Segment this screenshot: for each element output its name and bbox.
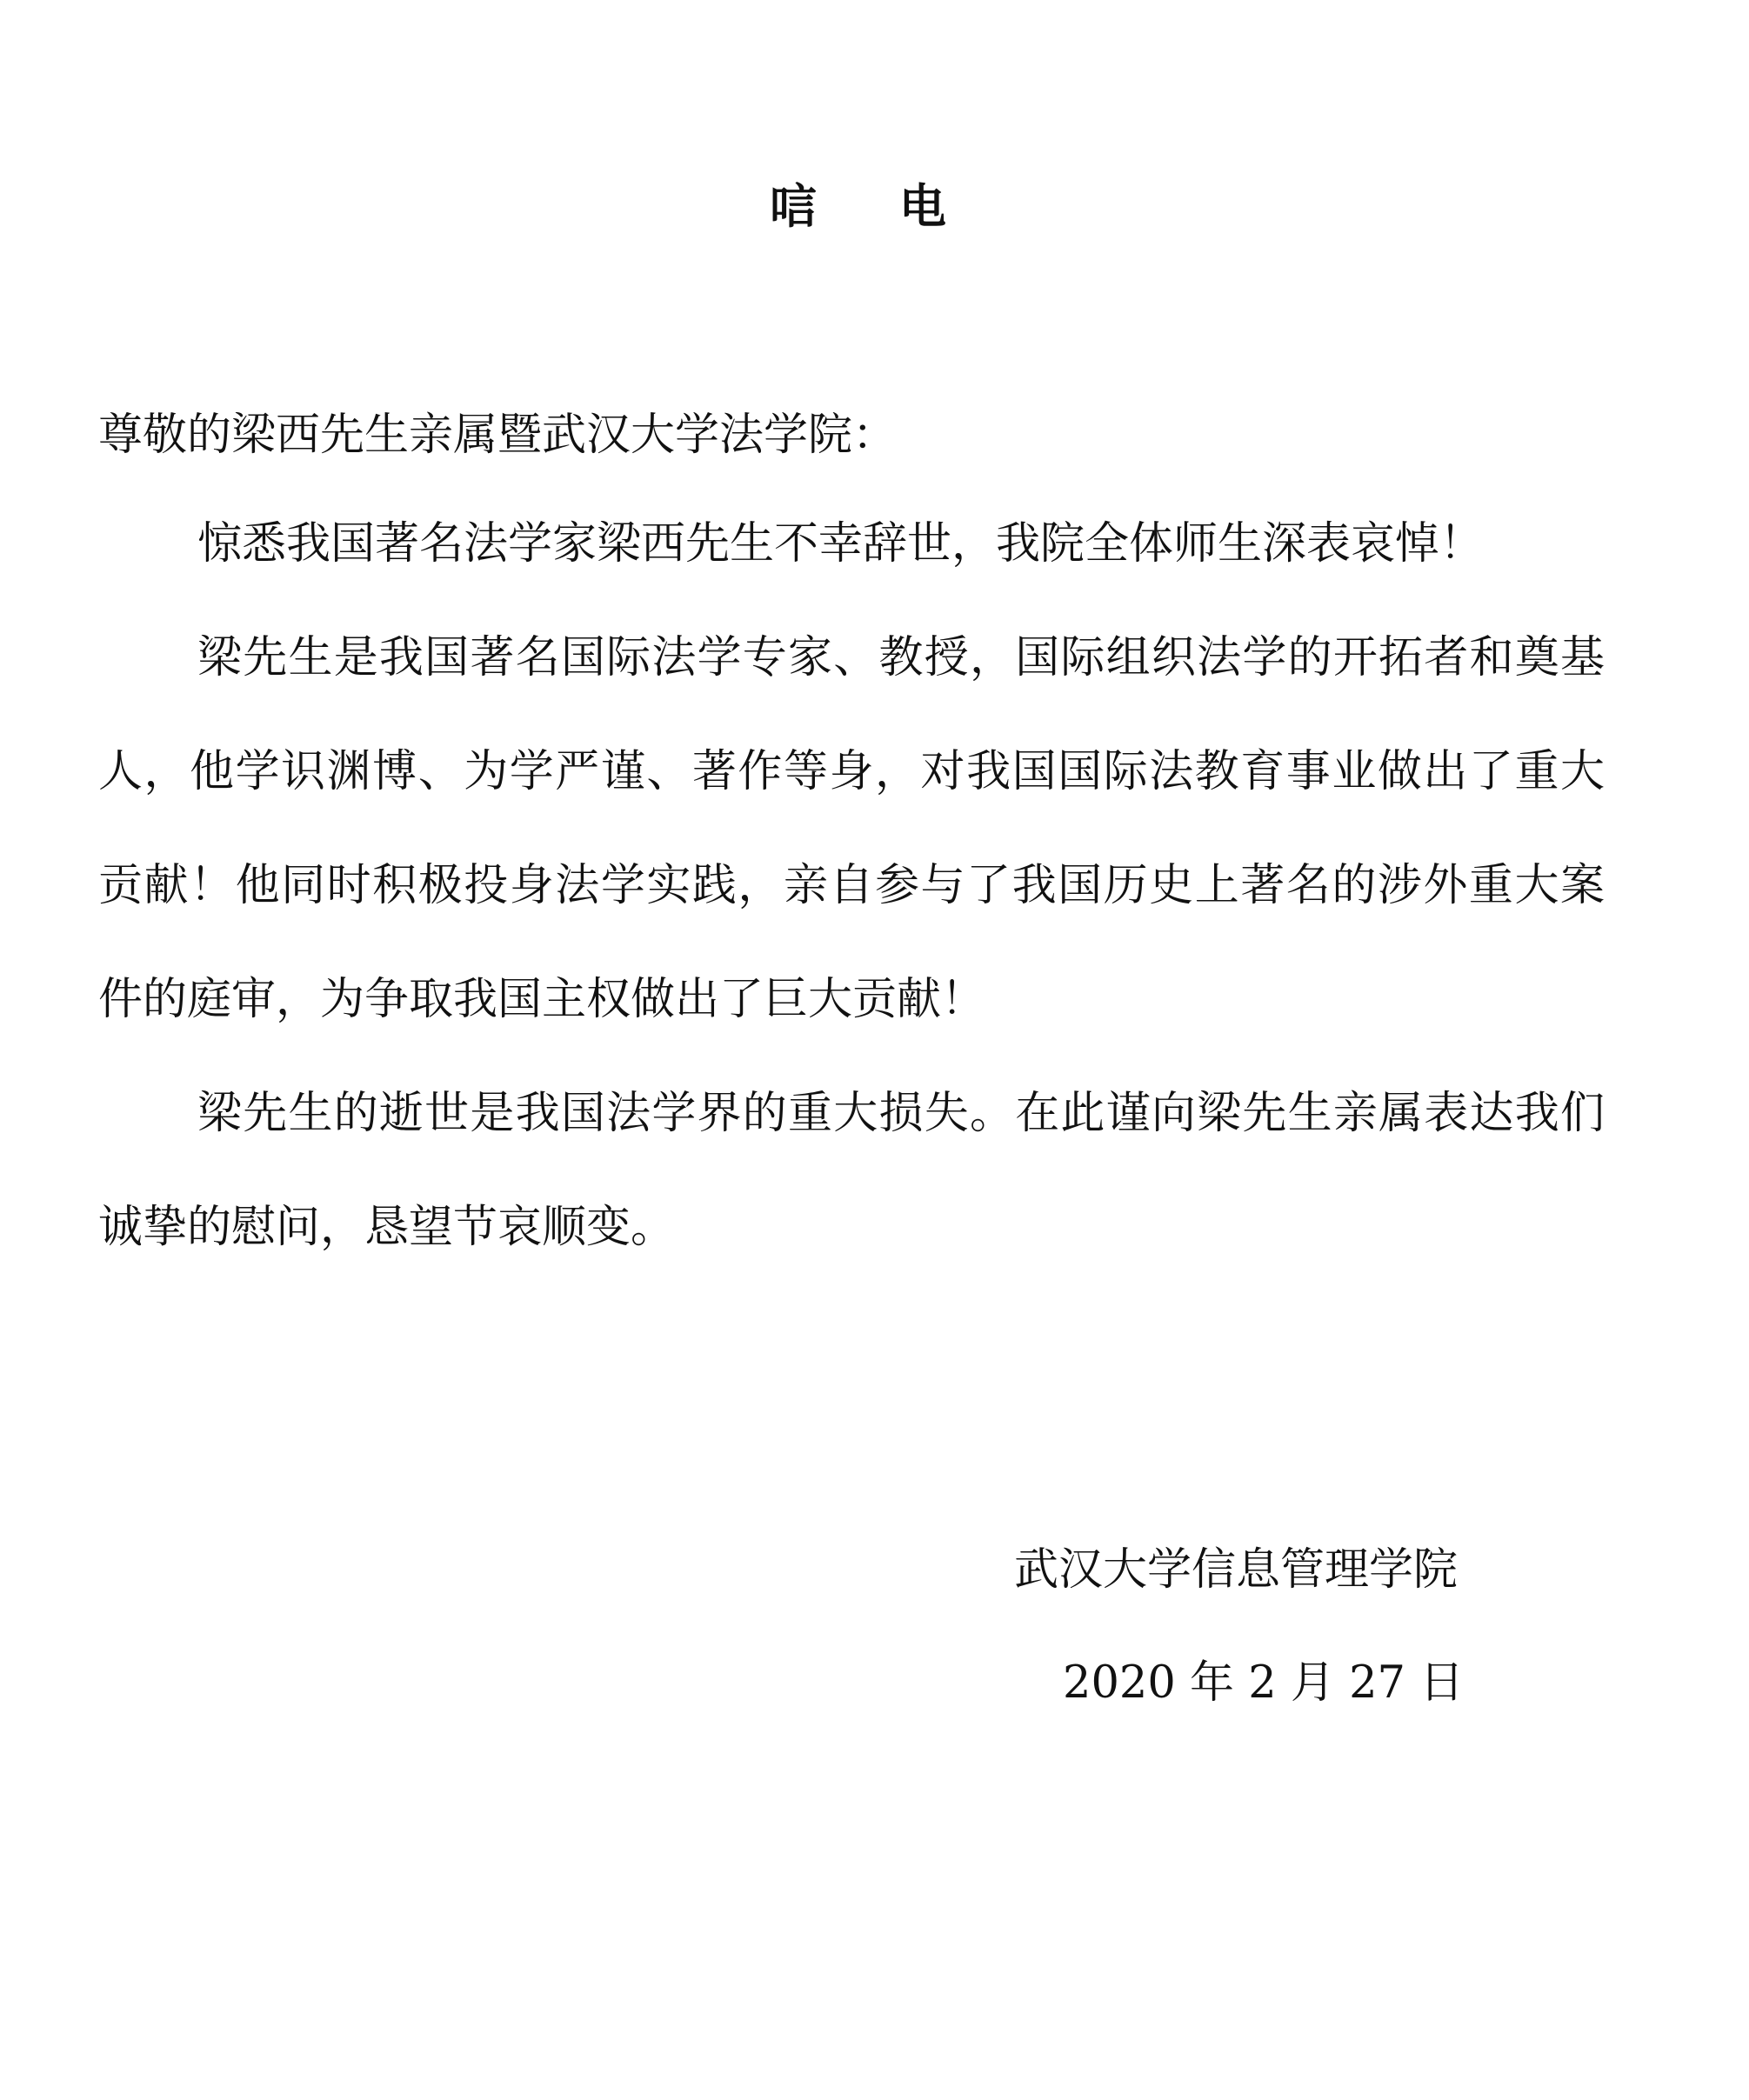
letter-paragraph-2: 梁先生是我国著名国际法学专家、教授，国际组织法学的开拓者和奠基人，他学识渊博、为学严谨、著作等身，对我国国际法教育事业做出了重大贡献！他同时积极投身法学实践，亲自参与了我国历史上著名的涉外重大案件的庭审，为争取我国主权做出了巨大贡献！ (98, 632, 1605, 1025)
letter-paragraph-1: 惊悉我国著名法学家梁西先生不幸辞世，我院全体师生深表哀悼！ (197, 518, 1485, 570)
letter-signature: 武汉大学信息管理学院 (1014, 1544, 1459, 1596)
letter-date: 2020 年 2 月 27 日 (1063, 1657, 1465, 1709)
letter-paragraph-3: 梁先生的逝世是我国法学界的重大损失。在此谨向梁先生亲属表达我们诚挚的慰问，恳望节哀顺变。 (98, 1088, 1605, 1253)
letter-title: 唁 电 (770, 178, 979, 234)
letter-salutation: 尊敬的梁西先生亲属暨武汉大学法学院： (98, 410, 898, 461)
